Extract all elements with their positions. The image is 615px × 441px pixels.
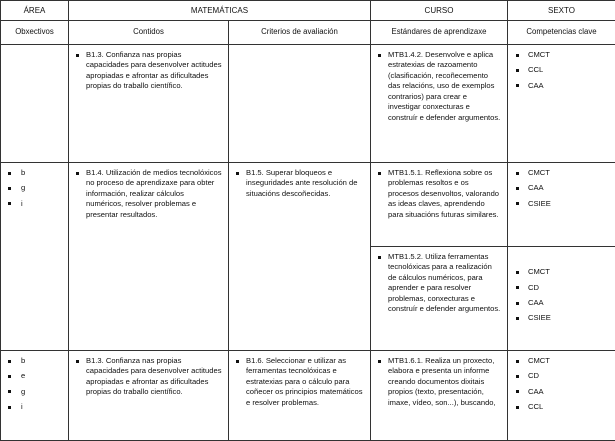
competencies-cell xyxy=(508,45,615,163)
content-item: B1.3. Confianza nas propias capacidades para desenvolver actitudes apropiadas e afrontar as dificultades propias do traballo científico. xyxy=(75,50,222,92)
column-header-estandares: Estándares de aprendizaxe xyxy=(371,21,508,45)
table-row xyxy=(1,45,615,163)
competency-item: CAA xyxy=(514,183,609,193)
objective-item: g xyxy=(7,387,62,397)
objective-item: g xyxy=(7,183,62,193)
criteria-item: B1.5. Superar bloqueos e inseguridades ante resolución de situacións descoñecidas. xyxy=(235,168,364,199)
subject-title: MATEMÁTICAS xyxy=(69,1,371,21)
competency-item: CMCT xyxy=(514,356,609,366)
column-header-contidos: Contidos xyxy=(69,21,229,45)
column-header-obxectivos: Obxectivos xyxy=(1,21,69,45)
competency-item: CMCT xyxy=(514,168,609,178)
column-header-criterios: Criterios de avaliación xyxy=(229,21,371,45)
standard-item: MTB1.5.1. Reflexiona sobre os problemas resoltos e os procesos desenvoltos, valorando as ideas claves, aprendendo para situacións futuras similares. xyxy=(377,168,501,220)
competency-item: CMCT xyxy=(514,50,609,60)
course-value: SEXTO xyxy=(508,1,615,21)
objectives-cell xyxy=(1,163,69,351)
objective-item: b xyxy=(7,168,62,178)
standard-item: MTB1.5.2. Utiliza ferramentas tecnolóxicas para a realización de cálculos numéricos, para aprender e para resolver problemas, conxecturas e construír e defender argumentos. xyxy=(377,252,501,315)
objective-item: e xyxy=(7,371,62,381)
criteria-cell xyxy=(229,163,371,351)
competency-item: CAA xyxy=(514,387,609,397)
header-row xyxy=(1,1,615,21)
objective-item: i xyxy=(7,402,62,412)
objectives-cell xyxy=(1,45,69,163)
objectives-cell xyxy=(1,351,69,441)
standard-item: MTB1.6.1. Realiza un proxecto, elabora e presenta un informe creando documentos dixitais propios (texto, presentación, imaxe, vídeo, son...), buscando, xyxy=(377,356,501,408)
column-header-competencias: Competencias clave xyxy=(508,21,615,45)
course-label: CURSO xyxy=(371,1,508,21)
competency-item: CCL xyxy=(514,402,609,412)
content-cell xyxy=(69,45,229,163)
standard-cell xyxy=(371,351,508,441)
standard-item: MTB1.4.2. Desenvolve e aplica estratexias de razoamento (clasificación, recoñecemento das relacións, uso de exemplos contrarios) para crear e investigar conxecturas e construír e defender argumentos. xyxy=(377,50,501,123)
column-header-row xyxy=(1,21,615,45)
content-cell xyxy=(69,351,229,441)
competencies-cell xyxy=(508,163,615,247)
standard-cell xyxy=(371,247,508,351)
table-row xyxy=(1,351,615,441)
criteria-item: B1.6. Seleccionar e utilizar as ferramentas tecnolóxicas e estratexias para o cálculo para coñecer os principios matemáticos e resolver problemas. xyxy=(235,356,364,408)
competency-item: CMCT xyxy=(514,267,609,277)
area-label: ÁREA xyxy=(1,1,69,21)
content-cell xyxy=(69,163,229,351)
competency-item: CD xyxy=(514,283,609,293)
objective-item: b xyxy=(7,356,62,366)
competency-item: CSIEE xyxy=(514,199,609,209)
competency-item: CSIEE xyxy=(514,313,609,323)
table-row xyxy=(1,163,615,247)
competency-item: CAA xyxy=(514,298,609,308)
content-item: B1.3. Confianza nas propias capacidades para desenvolver actitudes apropiadas e afrontar as dificultades propias do traballo científico. xyxy=(75,356,222,398)
standard-cell xyxy=(371,163,508,247)
competency-item: CAA xyxy=(514,81,609,91)
standard-cell xyxy=(371,45,508,163)
criteria-cell xyxy=(229,351,371,441)
competencies-cell xyxy=(508,351,615,441)
competencies-cell xyxy=(508,247,615,351)
criteria-cell xyxy=(229,45,371,163)
content-item: B1.4. Utilización de medios tecnolóxicos no proceso de aprendizaxe para obter información, realizar cálculos numéricos, resolver problemas e presentar resultados. xyxy=(75,168,222,220)
competency-item: CD xyxy=(514,371,609,381)
competency-item: CCL xyxy=(514,65,609,75)
objective-item: i xyxy=(7,199,62,209)
